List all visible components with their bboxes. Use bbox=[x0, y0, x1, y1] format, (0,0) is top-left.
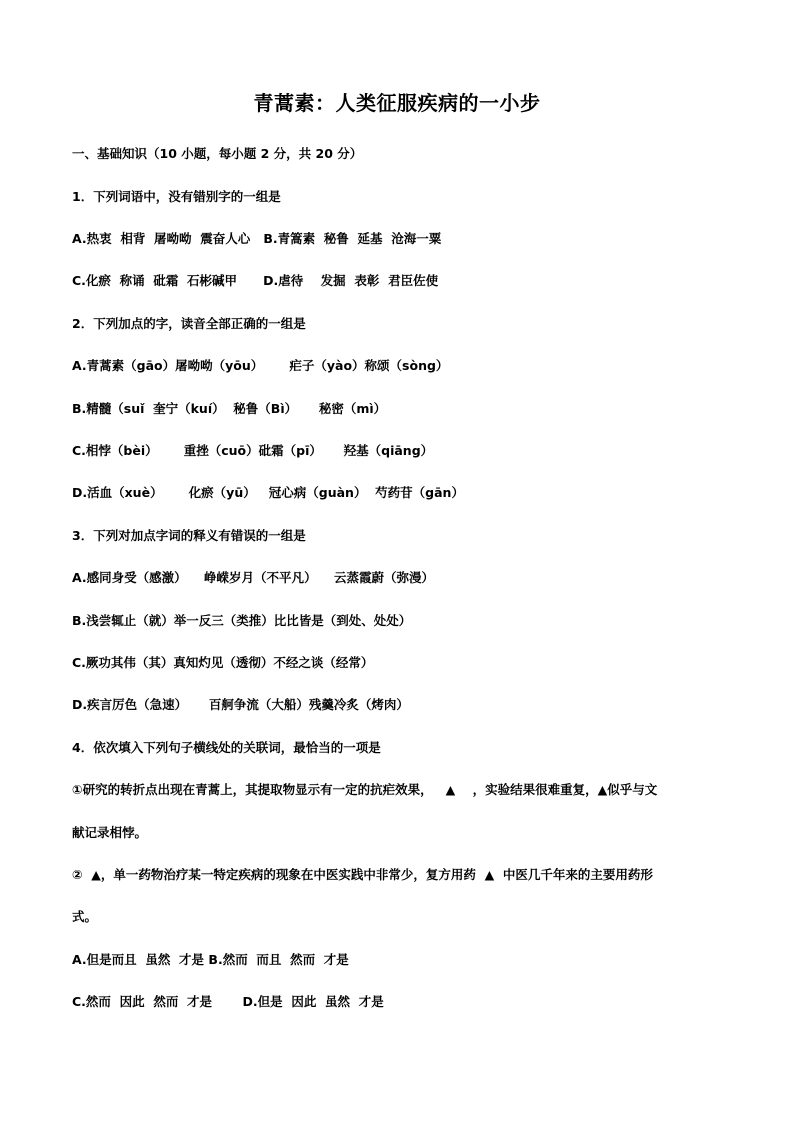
question-4-stem: 4．依次填入下列句子横线处的关联词，最恰当的一项是 bbox=[72, 740, 381, 755]
question-4-sentence-2-continued: 式。 bbox=[72, 909, 98, 924]
section-heading: 一、基础知识（10 小题，每小题 2 分，共 20 分） bbox=[72, 146, 363, 161]
question-1-options-cd: C.化瘀 称诵 砒霜 石彬碱甲 D.虐待 发掘 表彰 君臣佐使 bbox=[72, 273, 439, 288]
question-3-option-c: C.厥功其伟（其）真知灼见（透彻）不经之谈（经常） bbox=[72, 655, 374, 670]
question-4-sentence-1: ①研究的转折点出现在青蒿上，其提取物显示有一定的抗疟效果， ▲ ，实验结果很难重复，▲似乎与文 bbox=[72, 782, 658, 797]
question-2-stem: 2．下列加点的字，读音全部正确的一组是 bbox=[72, 316, 306, 331]
question-1-stem: 1．下列词语中，没有错别字的一组是 bbox=[72, 189, 281, 204]
question-1-options-ab: A.热衷 相背 屠呦呦 震奋人心 B.青篙素 秘鲁 延基 沧海一粟 bbox=[72, 231, 442, 246]
question-3-option-b: B.浅尝辄止（就）举一反三（类推）比比皆是（到处、处处） bbox=[72, 613, 412, 628]
question-2-option-c: C.相悖（bèi） 重挫（cuō）砒霜（pī） 羟基（qiāng） bbox=[72, 443, 434, 458]
question-2-option-d: D.活血（xuè） 化瘀（yū） 冠心病（guàn） 芍药苷（gān） bbox=[72, 485, 464, 500]
question-3-stem: 3．下列对加点字词的释义有错误的一组是 bbox=[72, 528, 306, 543]
question-4-sentence-2: ② ▲，单一药物治疗某一特定疾病的现象在中医实践中非常少，复方用药 ▲ 中医几千年来的主要用药形 bbox=[72, 867, 653, 882]
question-2-option-a: A.青蒿素（gāo）屠呦呦（yōu） 疟子（yào）称颂（sòng） bbox=[72, 358, 449, 373]
question-3-option-a: A.感同身受（感激） 峥嵘岁月（不平凡） 云蒸霞蔚（弥漫） bbox=[72, 570, 434, 585]
question-3-option-d: D.疾言厉色（急速） 百舸争流（大船）残羹冷炙（烤肉） bbox=[72, 697, 409, 712]
question-4-sentence-1-continued: 献记录相悖。 bbox=[72, 825, 148, 840]
page-title: 青蒿素：人类征服疾病的一小步 bbox=[253, 91, 541, 115]
question-4-options-cd: C.然而 因此 然而 才是 D.但是 因此 虽然 才是 bbox=[72, 994, 384, 1009]
question-4-options-ab: A.但是而且 虽然 才是 B.然而 而且 然而 才是 bbox=[72, 952, 349, 967]
question-2-option-b: B.精髓（suǐ 奎宁（kuí） 秘鲁（Bì） 秘密（mì） bbox=[72, 401, 387, 416]
